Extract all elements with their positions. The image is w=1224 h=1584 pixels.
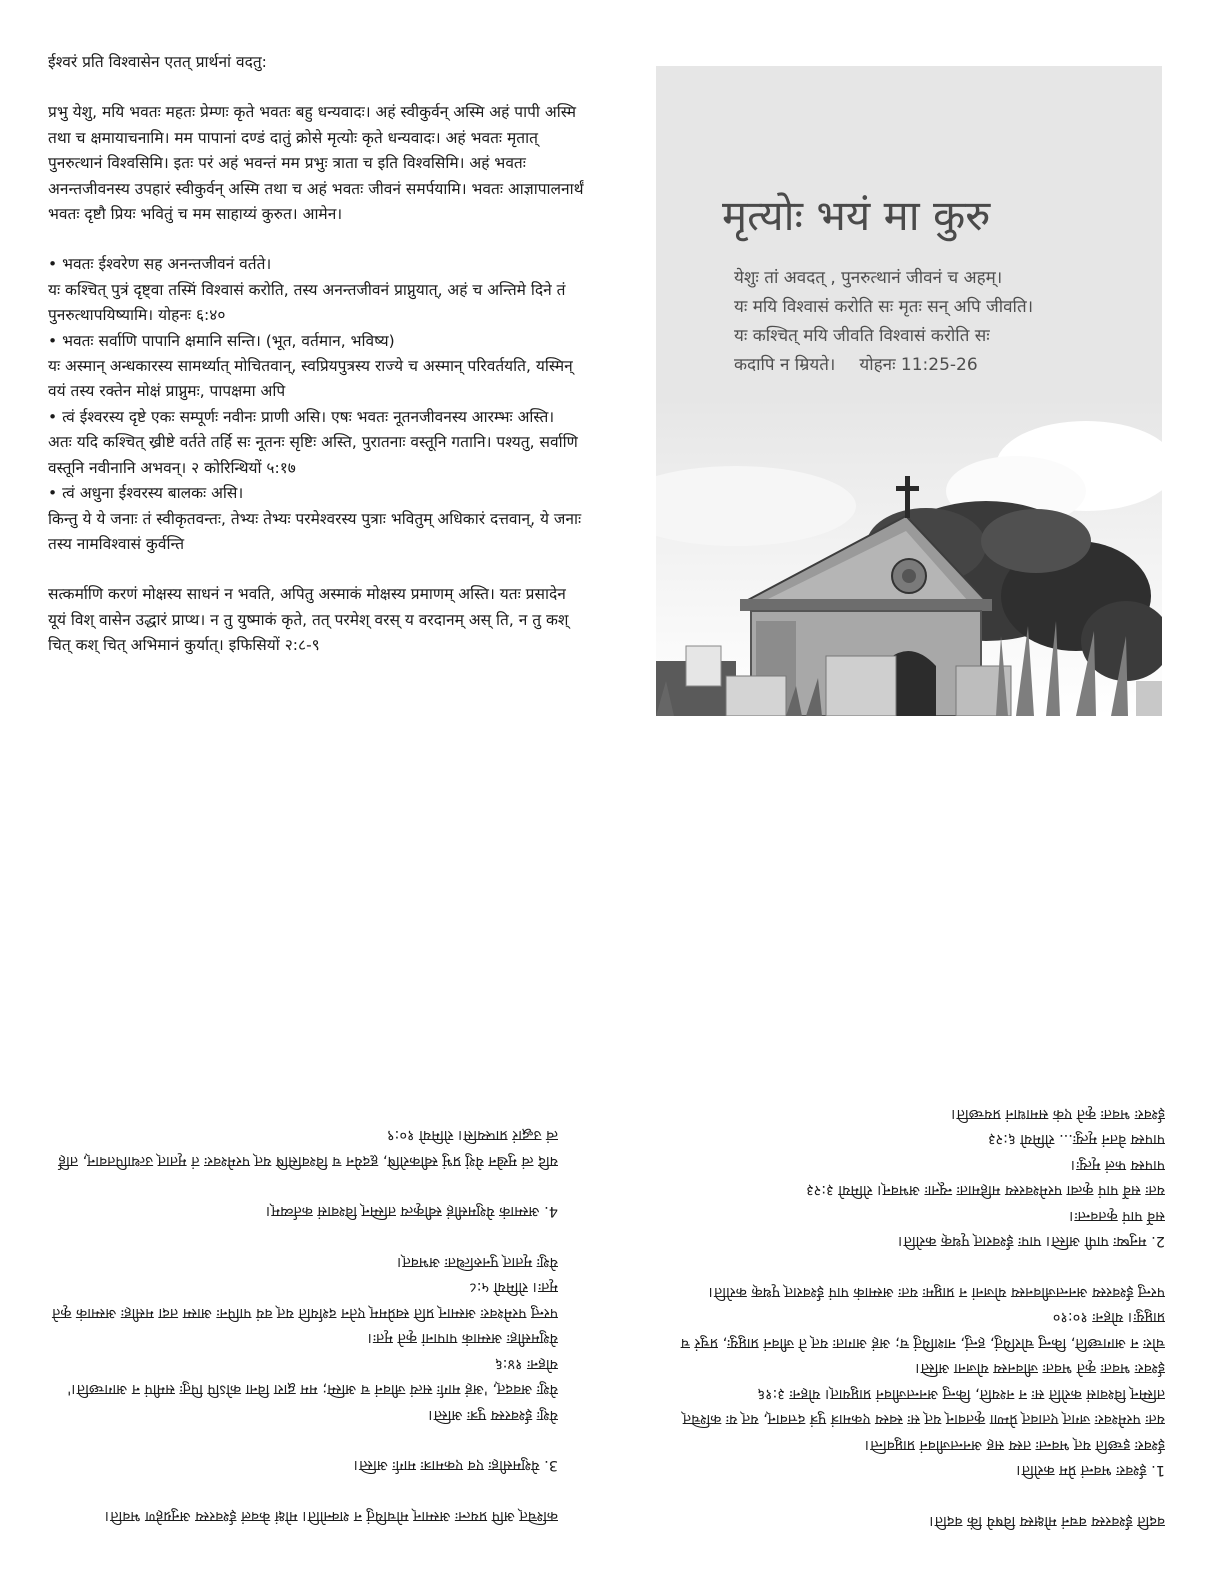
- closing-verse: सत्कर्माणि करणं मोक्षस्य साधनं न भवति, अपितु अस्माकं मोक्षस्य प्रमाणम् अस्ति। यतः प्रसादेन यूयं विश् वासेन उद्धारं प्राप्थ। न तु युष्माकं कृते, तत् परमेश् वरस् य वरदानम् अस् ति, न तु कश् चित् कश् चित् अभिमानं कुर्यात्। इफिसियों २:८-९: [48, 585, 569, 655]
- inverted-heading: 1. ईश्वरः भवन्तं प्रेम करोति।: [1016, 1462, 1165, 1479]
- assurance-verse-3: अतः यदि कश्चित् ख्रीष्टे वर्तते तर्हि सः नूतनः सृष्टिः अस्ति, पुरातनाः वस्तूनि गतानि। पश्यतु, सर्वाणि वस्तूनि नवीनानि अभवन्। २ कोरिन्थियों ५:१७: [48, 433, 578, 477]
- cover-title: मृत्योः भयं मा कुरु: [722, 191, 991, 240]
- inverted-heading: 4. अस्माकं येशुमसीहं स्वीकृत्य तस्मिन् विश्वासं कर्तव्यम्।: [265, 1203, 558, 1220]
- inverted-line: वदति ईश्वरस्य वचनं मोक्षस्य विषये किं वदति।: [929, 1513, 1165, 1529]
- assurance-heading-1: • भवतः ईश्वरेण सह अनन्तजीवनं वर्तते।: [48, 255, 272, 274]
- cover-verse-line: कदापि न म्रियते।: [734, 355, 836, 375]
- inverted-line: येशुः अवदत्, 'अहं मार्गः सत्यं जीवनं च अस्मि; मम द्वारा विना कोऽपि पितुः समीपं न आगच्छति।' योहनः १४:६: [67, 1356, 558, 1398]
- inverted-line: ईश्वरः इच्छति यत् भवन्तः तस्य सह अनन्तजीवनं प्राप्नुवन्ति।: [864, 1437, 1165, 1453]
- inverted-heading: 3. येशुमसीहः एव एकमात्रः मार्गः अस्ति।: [353, 1457, 558, 1474]
- inverted-line: येशुः मृतात् पुनरुत्थितः अभवत्।: [396, 1254, 558, 1270]
- assurance-heading-3: • त्वं ईश्वरस्य दृष्टे एकः सम्पूर्णः नवीनः प्राणी असि। एषः भवतः नूतनजीवनस्य आरम्भः अस्ति।: [48, 407, 555, 426]
- assurance-heading-4: • त्वं अधुना ईश्वरस्य बालकः असि।: [48, 484, 244, 503]
- church-photo: [656, 396, 1162, 716]
- inverted-line: परन्तु ईश्वरस्य अनन्तजीवनस्य योजनां न प्राप्नुमः यतः अस्माकं पापं ईश्वरात् पृथक् करोति।: [708, 1284, 1165, 1300]
- prayer-panel: [48, 50, 588, 659]
- inverted-panel-left: [48, 828, 558, 1528]
- inverted-line: ईश्वरः भवतः कृते एकं समाधानं प्रयच्छति।: [951, 1106, 1165, 1122]
- cover-verse-reference: योहनः 11:25-26: [859, 355, 978, 375]
- inverted-line: चोरः न आगच्छति, किन्तु चोरयितुं, हन्तुं, नाशयितुं च; अहं आगतः यत् ते जीवनं प्राप्नुयुः, प्रचुरं च प्राप्नुयुः। योहनः १०:१०: [680, 1309, 1165, 1351]
- inverted-line: यदि त्वं मुखेन येशुं प्रभुं स्वीकरोषि, हृदयेन च विश्वसिषि यत् परमेश्वरः तं मृतात् उत्थापितवान्, तर्हि त्वं उद्धारं प्राप्स्यसि। रोमियो १०:९: [58, 1127, 558, 1169]
- inverted-line: कश्चित् अपि प्रयत्नः अस्मान् मोचयितुं न शक्नोति। मोक्षं केवलं ईश्वरस्य अनुग्रहेण भवति।: [104, 1508, 558, 1524]
- assurance-heading-2: • भवतः सर्वाणि पापानि क्षमानि सन्ति। (भूत, वर्तमान, भविष्य): [48, 331, 395, 350]
- inverted-line: ईश्वरः भवतः कृते भवतः जीवनस्य योजना अस्ति।: [915, 1360, 1165, 1377]
- inverted-line: यतः सर्वे पापं कृत्वा परमेश्वरस्य महिमातः न्यूनाः अभवन्। रोमियो ३:२३: [806, 1182, 1165, 1199]
- prayer-text: प्रभु येशु, मयि भवतः महतः प्रेम्णः कृते भवतः बहु धन्यवादः। अहं स्वीकुर्वन् अस्मि अहं पापी अस्मि तथा च क्षमायाचनामि। मम पापानां दण्डं दातुं क्रोसे मृत्योः कृते धन्यवादः। अहं भवतः मृतात् पुनरुत्थानं विश्वसिमि। इतः परं अहं भवन्तं मम प्रभुः त्राता च इति विश्वसिमि। अहं भवतः अनन्तजीवनस्य उपहारं स्वीकुर्वन् अस्मि तथा च अहं भवतः जीवनं समर्पयामि। भवतः आज्ञापालनार्थं भवतः दृष्टौ प्रियः भवितुं च मम साहाय्यं कुरुत। आमेन।: [48, 103, 584, 224]
- cover-verse: [734, 264, 1154, 380]
- cover-panel: [656, 66, 1162, 716]
- assurance-verse-4: किन्तु ये ये जनाः तं स्वीकृतवन्तः, तेभ्यः तेभ्यः परमेश्वरस्य पुत्राः भवितुम् अधिकारं दत्तवान्, ये जनाः तस्य नामविश्वासं कुर्वन्ति: [48, 509, 582, 553]
- inverted-line: पापस्य वेतनं मृत्युः... रोमियो ६:२३: [988, 1131, 1165, 1148]
- inverted-heading: 2. मनुष्यः पापी अस्ति। पापः ईश्वरात् पृथक् करोति।: [898, 1233, 1165, 1250]
- inverted-line: यतः परमेश्वरः जगत् एतावत् प्रेम्णा कृतवान् यत् सः स्वस्य एकमात्रं पुत्रं दत्तवान्, यत् यः कश्चित् तस्मिन् विश्वासं करोति सः न नश्यति, किन्तु अनन्तजीवनं प्राप्नुयात्। योहनः ३:१६: [682, 1386, 1165, 1428]
- assurance-verse-2: यः अस्मान् अन्धकारस्य सामर्थ्यात् मोचितवान्, स्वप्रियपुत्रस्य राज्ये च अस्मान् परिवर्तयति, यस्मिन् वयं तस्य रक्तेन मोक्षं प्राप्नुमः, पापक्षमा अपि: [48, 357, 573, 401]
- cover-verse-line: यः मयि विश्वासं करोति सः मृतः सन् अपि जीवति।: [734, 297, 1034, 317]
- inverted-line: पापस्य फलं मृत्युः।: [1070, 1157, 1165, 1173]
- inverted-line: परन्तु परमेश्वरः अस्मान् प्रति स्वप्रेमम् एतेन दर्शयति यत् वयं पापिनः आस्म तदा मसीहः अस्माकं कृते मृतः। रोमियो ५:८: [52, 1279, 558, 1321]
- inverted-line: येशुः ईश्वरस्य पुत्रः अस्ति।: [428, 1407, 558, 1423]
- inverted-line: येशुमसीहः अस्माकं पापानां कृते मृतः।: [367, 1330, 558, 1347]
- assurance-verse-1: यः कश्चित् पुत्रं दृष्ट्वा तस्मिं विश्वासं करोति, तस्य अनन्तजीवनं प्राप्नुयात्, अहं च अन्तिमे दिने तं पुनरुत्थापयिष्यामि। योहनः ६:४०: [48, 280, 566, 325]
- cover-verse-line: यः कश्चित् मयि जीवति विश्वासं करोति सः: [734, 326, 990, 346]
- inverted-panel-right: [660, 828, 1165, 1533]
- cover-verse-line: येशुः तां अवदत् , पुनरुत्थानं जीवनं च अहम्।: [734, 268, 1003, 288]
- inverted-line: सर्वे पापं कृतवन्तः।: [1069, 1208, 1165, 1224]
- prayer-intro: ईश्वरं प्रति विश्वासेन एतत् प्रार्थनां वदतु:: [48, 53, 267, 71]
